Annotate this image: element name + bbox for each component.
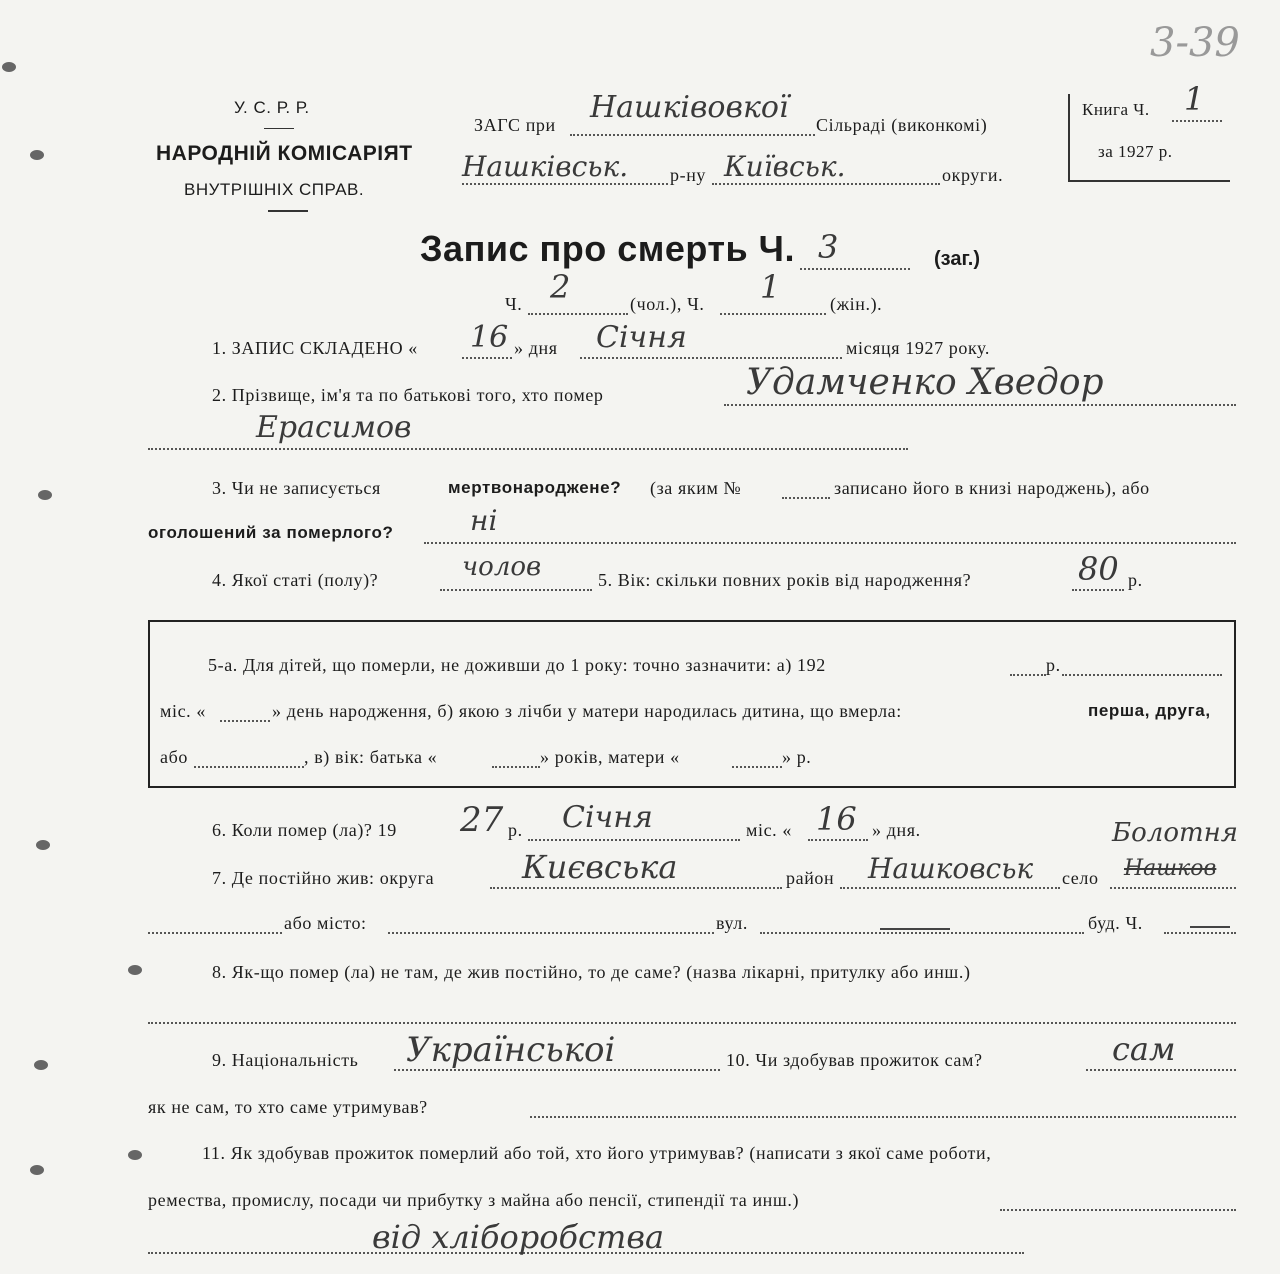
item7-dash (880, 928, 950, 930)
header-ussr: У. С. Р. Р. (234, 98, 310, 117)
item6-label: 6. Коли помер (ла)? 19 (212, 820, 397, 840)
item7-f: буд. Ч. (1088, 913, 1143, 933)
item7-dash (1190, 926, 1230, 928)
item4-label: 4. Якої статі (полу)? (212, 570, 379, 590)
item5a-3a: або (160, 747, 188, 767)
item10-line (1086, 1069, 1236, 1071)
item4-line (440, 589, 592, 591)
item5a-line1: 5-а. Для дітей, що померли, не доживши до 1 року: точно зазначити: а) 192 (208, 655, 826, 675)
item2-line1 (724, 404, 1236, 406)
item5-r: р. (1128, 570, 1143, 590)
title-zag: (заг.) (934, 248, 981, 270)
item3-e: оголошений за померлого? (148, 523, 394, 542)
item5a-mother-line (732, 766, 782, 768)
rayon-label: р-ну (670, 165, 707, 185)
item4-hw: чолов (462, 552, 542, 582)
punch-hole (2, 62, 16, 72)
item11-line1 (1000, 1209, 1236, 1211)
zags-hw: Нашківовкої (590, 90, 789, 125)
title-num-hw: 3 (818, 228, 839, 266)
item7-d: або місто: (284, 913, 367, 933)
item5a-order-line (194, 766, 304, 768)
book-line (1172, 120, 1222, 122)
item7-okr-hw: Києвська (522, 848, 678, 886)
item8-line (148, 1022, 1236, 1024)
punch-hole (38, 490, 52, 500)
item7-selo-hw: Болотня (1112, 818, 1238, 848)
item3-num-line (782, 497, 830, 499)
item7-selo-line (1110, 887, 1236, 889)
item5a-year-line (1010, 674, 1046, 676)
rayon-line (462, 183, 668, 185)
item1-day-hw: 16 (470, 320, 509, 355)
header-commissariat: НАРОДНІЙ КОМІСАРІЯТ (156, 142, 413, 165)
item2-label: 2. Прізвище, ім'я та по батькові того, хто помер (212, 385, 604, 405)
item7-okr-line (490, 887, 782, 889)
item6-c: міс. « (746, 820, 792, 840)
item6-d: » дня. (872, 820, 921, 840)
item5-hw: 80 (1078, 550, 1119, 588)
item3-hw: ні (470, 504, 498, 537)
female-hw: 1 (760, 268, 781, 306)
male-line (528, 313, 628, 315)
item7-city-line (388, 932, 714, 934)
archive-number: 3-39 (1150, 20, 1240, 66)
punch-hole (30, 150, 44, 160)
item5a-month-line (1062, 674, 1222, 676)
okruha-label: округи. (942, 165, 1004, 185)
item2-line2 (148, 448, 908, 450)
item9-hw: Українськоі (406, 1030, 616, 1070)
item1-day-line (462, 357, 512, 359)
item2-hw1: Удамченко Хведор (746, 362, 1104, 403)
item6-month-hw: Січня (562, 800, 653, 835)
item5a-3c: » років, матери « (540, 747, 680, 767)
item3-line (424, 542, 1236, 544)
female-line (720, 313, 826, 315)
item5-line (1072, 589, 1124, 591)
item10-b-line (530, 1116, 1236, 1118)
rayon-hw: Нашківськ. (462, 150, 629, 183)
male-hw: 2 (550, 268, 571, 306)
okruha-line (712, 183, 940, 185)
item7-rayon-hw: Нашковськ (868, 852, 1034, 885)
item3-b: мертвонароджене? (448, 478, 622, 497)
okruha-hw: Київськ. (724, 150, 846, 183)
item6-day-hw: 16 (816, 800, 857, 838)
item7-c: село (1062, 868, 1099, 888)
item5a-r: р. (1046, 655, 1061, 675)
male-label: (чол.), Ч. (630, 294, 705, 314)
item6-year-hw: 27 (460, 800, 504, 840)
item2-hw2: Ерасимов (256, 410, 412, 445)
year-label: за 1927 р. (1098, 142, 1173, 161)
item1-c: місяця 1927 року. (846, 338, 990, 358)
title-num-line (800, 268, 910, 270)
item10-label: 10. Чи здобував прожиток сам? (726, 1050, 983, 1070)
item7-selo-hw2: Нашков (1124, 856, 1217, 881)
header-rule (264, 128, 294, 129)
female-label: (жін.). (830, 294, 883, 314)
punch-hole (128, 965, 142, 975)
item7-house-line (1164, 932, 1236, 934)
zags-prefix: ЗАГС при (474, 115, 556, 135)
item1-month-hw: Січня (596, 320, 687, 355)
item7-e: вул. (716, 913, 748, 933)
punch-hole (34, 1060, 48, 1070)
item5a-day-line (220, 720, 270, 722)
item1-b: » дня (514, 338, 558, 358)
item7-city-pre-line (148, 932, 282, 934)
item3-a: 3. Чи не записується (212, 478, 381, 498)
punch-hole (128, 1150, 142, 1160)
title-ch: Ч. (505, 294, 523, 314)
item8-label: 8. Як-що помер (ла) не там, де жив постійно, то де саме? (назва лікарні, притулку або инш.) (212, 962, 971, 982)
punch-hole (30, 1165, 44, 1175)
item9-label: 9. Національність (212, 1050, 359, 1070)
punch-hole (36, 840, 50, 850)
item5a-3b: , в) вік: батька « (304, 747, 438, 767)
item7-street-line (760, 932, 1084, 934)
item6-b: р. (508, 820, 523, 840)
header-internal: ВНУТРІШНІХ СПРАВ. (184, 180, 365, 199)
item5a-2c: перша, друга, (1088, 701, 1211, 720)
item6-month-line (528, 839, 740, 841)
item3-d: записано його в книзі народжень), або (834, 478, 1150, 498)
item11-a: 11. Як здобував прожиток померлий або той, хто його утримував? (написати з якої саме роботи, (202, 1143, 992, 1163)
item5a-3d: » р. (782, 747, 812, 767)
zags-line (570, 134, 815, 136)
item5a-2b: » день народження, б) якою з лічби у матери народилась дитина, що вмерла: (272, 701, 902, 721)
item11-b: ремества, промислу, посади чи прибутку з майна або пенсії, стипендії та инш.) (148, 1190, 800, 1210)
book-label: Книга Ч. (1082, 100, 1150, 119)
item3-c: (за яким № (650, 478, 742, 498)
item1-label: 1. ЗАПИС СКЛАДЕНО « (212, 338, 418, 358)
item5a-father-line (492, 766, 540, 768)
item7-label: 7. Де постійно жив: округа (212, 868, 435, 888)
item11-hw: від хліборобства (372, 1218, 665, 1256)
item7-rayon-line (840, 887, 1060, 889)
item10-hw: сам (1112, 1030, 1176, 1068)
item5-label: 5. Вік: скільки повних років від народження? (598, 570, 972, 590)
item5a-2a: міс. « (160, 701, 206, 721)
selrada-label: Сільраді (виконкомі) (816, 115, 988, 135)
item7-b: район (786, 868, 835, 888)
document-title: Запис про смерть Ч. (420, 228, 795, 269)
item10-b: як не сам, то хто саме утримував? (148, 1097, 428, 1117)
book-hw: 1 (1184, 80, 1205, 118)
item6-day-line (808, 839, 868, 841)
item1-month-line (580, 357, 842, 359)
header-rule (268, 210, 308, 212)
